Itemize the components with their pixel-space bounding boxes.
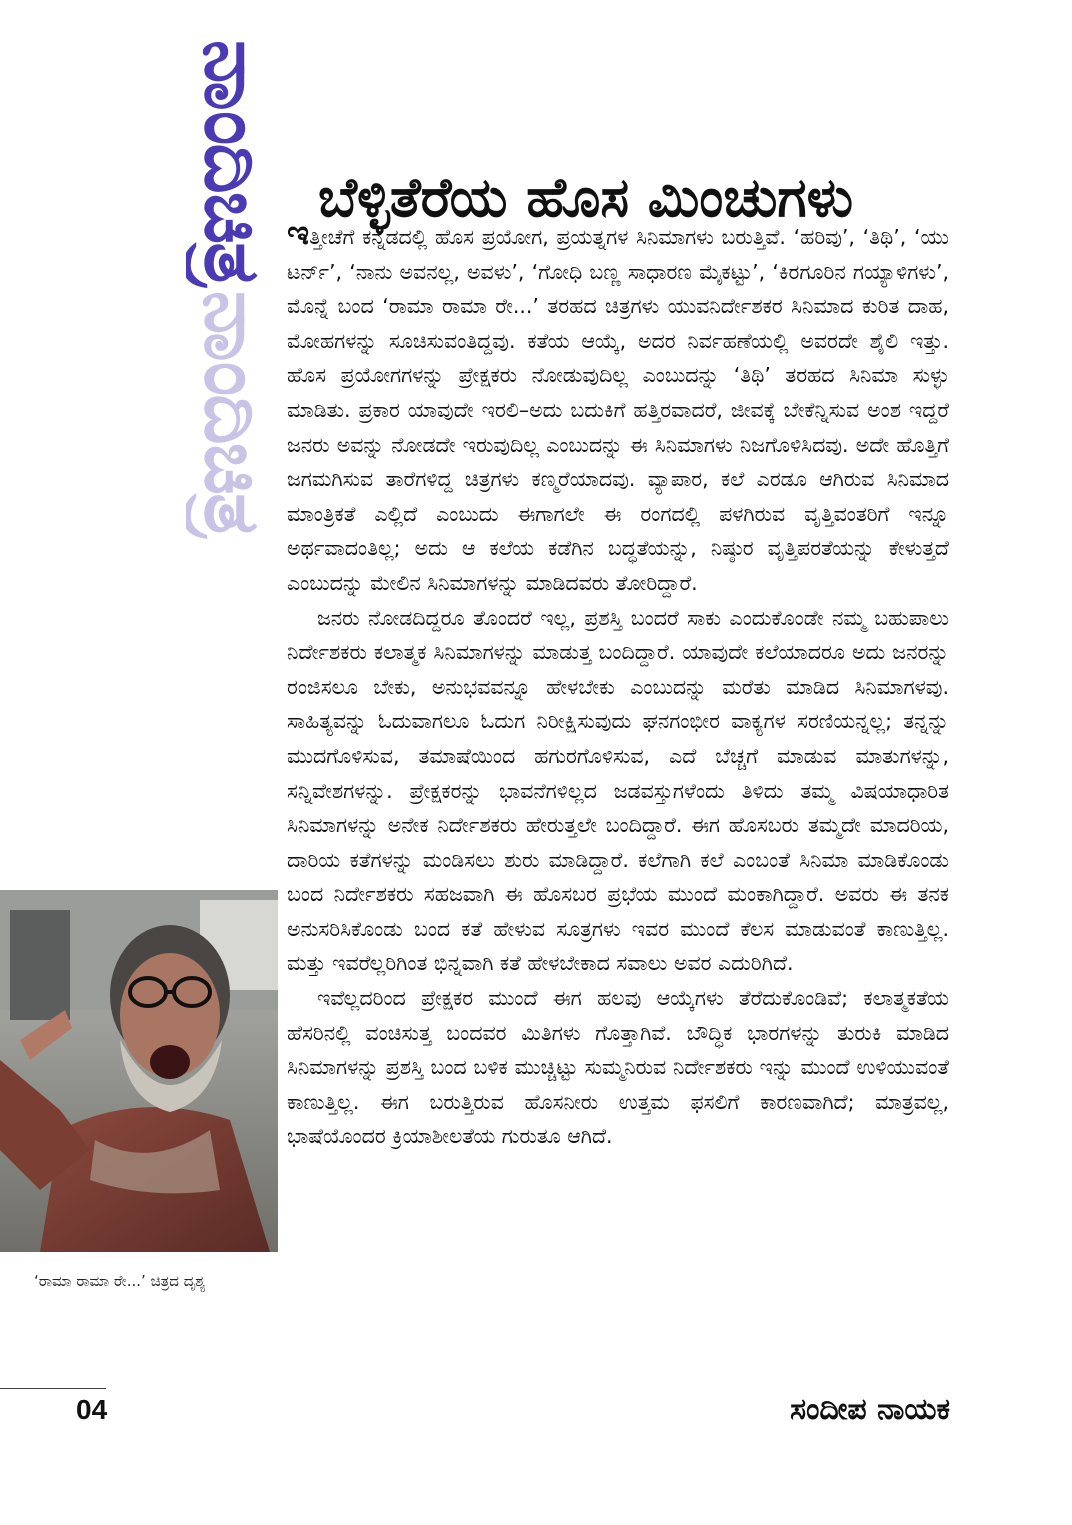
section-title-light: ನಾಂದಿಚಿತ್ರ [187, 290, 277, 536]
footer-rule [0, 1388, 106, 1389]
paragraph-1 [287, 213, 949, 601]
film-still-photo [0, 890, 278, 1252]
section-title-dark: ನಾಂದಿಚಿತ್ರ [187, 40, 277, 285]
paragraph-2: ಜನರು ನೋಡದಿದ್ದರೂ ತೊಂದರೆ ಇಲ್ಲ, ಪ್ರಶಸ್ತಿ ಬಂದರೆ ಸಾಕು ಎಂದುಕೊಂಡೇ ನಮ್ಮ ಬಹುಪಾಲು ನಿರ್ದೇಶಕರು ಕಲಾತ್ಮಕ ಸಿನಿಮಾಗಳನ್ನು ಮಾಡುತ್ತ ಬಂದಿದ್ದಾರೆ. ಯಾವುದೇ ಕಲೆಯಾದರೂ ಅದು ಜನರನ್ನು ರಂಜಿಸಲೂ ಬೇಕು, ಅನುಭವವನ್ನೂ ಹೇಳಬೇಕು ಎಂಬುದನ್ನು ಮರೆತು ಮಾಡಿದ ಸಿನಿಮಾಗಳವು. ಸಾಹಿತ್ಯವನ್ನು ಓದುವಾಗಲೂ ಓದುಗ ನಿರೀಕ್ಷಿಸುವುದು ಘನಗಂಭೀರ ವಾಕ್ಯಗಳ ಸರಣಿಯನ್ನಲ್ಲ; ತನ್ನನ್ನು ಮುದಗೊಳಿಸುವ, ತಮಾಷೆಯಿಂದ ಹಗುರಗೊಳಿಸುವ, ಎದೆ ಬೆಚ್ಚಗೆ ಮಾಡುವ ಮಾತುಗಳನ್ನು, ಸನ್ನಿವೇಶಗಳನ್ನು. ಪ್ರೇಕ್ಷಕರನ್ನು ಭಾವನೆಗಳಿಲ್ಲದ ಜಡವಸ್ತುಗಳೆಂದು ತಿಳಿದು ತಮ್ಮ ವಿಷಯಾಧಾರಿತ ಸಿನಿಮಾಗಳನ್ನು ಅನೇಕ ನಿರ್ದೇಶಕರು ಹೇರುತ್ತಲೇ ಬಂದಿದ್ದಾರೆ. ಈಗ ಹೊಸಬರು ತಮ್ಮದೇ ಮಾದರಿಯ, ದಾರಿಯ ಕತೆಗಳನ್ನು ಮಂಡಿಸಲು ಶುರು ಮಾಡಿದ್ದಾರೆ. ಕಲೆಗಾಗಿ ಕಲೆ ಎಂಬಂತೆ ಸಿನಿಮಾ ಮಾಡಿಕೊಂಡು ಬಂದ ನಿರ್ದೇಶಕರು ಸಹಜವಾಗಿ ಈ ಹೊಸಬರ ಪ್ರಭೆಯ ಮುಂದೆ ಮಂಕಾಗಿದ್ದಾರೆ. ಅವರು ಈ ತನಕ ಅನುಸರಿಸಿಕೊಂಡು ಬಂದ ಕತೆ ಹೇಳುವ ಸೂತ್ರಗಳು ಇವರ ಮುಂದೆ ಕೆಲಸ ಮಾಡುವಂತೆ ಕಾಣುತ್ತಿಲ್ಲ. ಮತ್ತು ಇವರೆಲ್ಲರಿಗಿಂತ ಭಿನ್ನವಾಗಿ ಕತೆ ಹೇಳಬೇಕಾದ ಸವಾಲು ಅವರ ಎದುರಿಗಿದೆ. [287, 605, 949, 976]
article-headline: ಬೆಳ್ಳಿತೆರೆಯ ಹೊಸ ಮಿಂಚುಗಳು [318, 166, 854, 230]
article-body [287, 213, 949, 1154]
author-name: ಸಂದೀಪ ನಾಯಕ [790, 1392, 950, 1427]
paragraph-1-text: ತ್ತೀಚೆಗೆ ಕನ್ನಡದಲ್ಲಿ ಹೊಸ ಪ್ರಯೋಗ, ಪ್ರಯತ್ನಗಳ ಸಿನಿಮಾಗಳು ಬರುತ್ತಿವೆ. ‘ಹರಿವು’, ‘ತಿಥಿ’, ‘ಯು ಟರ್ನ್’, ‘ನಾನು ಅವನಲ್ಲ, ಅವಳು’, ‘ಗೋಧಿ ಬಣ್ಣ ಸಾಧಾರಣ ಮೈಕಟ್ಟು’, ‘ಕಿರಗೂರಿನ ಗಯ್ಯಾಳಿಗಳು’, ಮೊನ್ನೆ ಬಂದ ‘ರಾಮಾ ರಾಮಾ ರೇ...’ ತರಹದ ಚಿತ್ರಗಳು ಯುವನಿರ್ದೇಶಕರ ಸಿನಿಮಾದ ಕುರಿತ ದಾಹ, ಮೋಹಗಳನ್ನು ಸೂಚಿಸುವಂತಿದ್ದವು. ಕತೆಯ ಆಯ್ಕೆ, ಅದರ ನಿರ್ವಹಣೆಯಲ್ಲಿ ಅವರದೇ ಶೈಲಿ ಇತ್ತು. ಹೊಸ ಪ್ರಯೋಗಗಳನ್ನು ಪ್ರೇಕ್ಷಕರು ನೋಡುವುದಿಲ್ಲ ಎಂಬುದನ್ನು ‘ತಿಥಿ’ ತರಹದ ಸಿನಿಮಾ ಸುಳ್ಳು ಮಾಡಿತು. ಪ್ರಕಾರ ಯಾವುದೇ ಇರಲಿ–ಅದು ಬದುಕಿಗೆ ಹತ್ತಿರವಾದರೆ, ಜೀವಕ್ಕೆ ಬೇಕೆನ್ನಿಸುವ ಅಂಶ ಇದ್ದರೆ ಜನರು ಅವನ್ನು ನೋಡದೇ ಇರುವುದಿಲ್ಲ ಎಂಬುದನ್ನು ಈ ಸಿನಿಮಾಗಳು ನಿಜಗೊಳಿಸಿದವು. ಅದೇ ಹೊತ್ತಿಗೆ ಜಗಮಗಿಸುವ ತಾರೆಗಳಿದ್ದ ಚಿತ್ರಗಳು ಕಣ್ಮರೆಯಾದವು. ವ್ಯಾಪಾರ, ಕಲೆ ಎರಡೂ ಆಗಿರುವ ಸಿನಿಮಾದ ಮಾಂತ್ರಿಕತೆ ಎಲ್ಲಿದೆ ಎಂಬುದು ಈಗಾಗಲೇ ಈ ರಂಗದಲ್ಲಿ ಪಳಗಿರುವ ವೃತ್ತಿವಂತರಿಗೆ ಇನ್ನೂ ಅರ್ಥವಾದಂತಿಲ್ಲ; ಅದು ಆ ಕಲೆಯ ಕಡೆಗಿನ ಬದ್ಧತೆಯನ್ನು, ನಿಷ್ಠುರ ವೃತ್ತಿಪರತೆಯನ್ನು ಕೇಳುತ್ತದೆ ಎಂಬುದನ್ನು ಮೇಲಿನ ಸಿನಿಮಾಗಳನ್ನು ಮಾಡಿದವರು ತೋರಿದ್ದಾರೆ. [287, 225, 949, 595]
drop-cap: ಇ [287, 213, 310, 253]
page-number: 04 [76, 1394, 108, 1425]
section-title-vertical [186, 40, 278, 600]
paragraph-3: ಇವೆಲ್ಲದರಿಂದ ಪ್ರೇಕ್ಷಕರ ಮುಂದೆ ಈಗ ಹಲವು ಆಯ್ಕೆಗಳು ತೆರೆದುಕೊಂಡಿವೆ; ಕಲಾತ್ಮಕತೆಯ ಹೆಸರಿನಲ್ಲಿ ವಂಚಿಸುತ್ತ ಬಂದವರ ಮಿತಿಗಳು ಗೊತ್ತಾಗಿವೆ. ಬೌದ್ಧಿಕ ಭಾರಗಳನ್ನು ತುರುಕಿ ಮಾಡಿದ ಸಿನಿಮಾಗಳನ್ನು ಪ್ರಶಸ್ತಿ ಬಂದ ಬಳಿಕ ಮುಚ್ಚಿಟ್ಟು ಸುಮ್ಮನಿರುವ ನಿರ್ದೇಶಕರು ಇನ್ನು ಮುಂದೆ ಉಳಿಯುವಂತೆ ಕಾಣುತ್ತಿಲ್ಲ. ಈಗ ಬರುತ್ತಿರುವ ಹೊಸನೀರು ಉತ್ತಮ ಫಸಲಿಗೆ ಕಾರಣವಾಗಿದೆ; ಮಾತ್ರವಲ್ಲ, ಭಾಷೆಯೊಂದರ ಕ್ರಿಯಾಶೀಲತೆಯ ಗುರುತೂ ಆಗಿದೆ. [287, 986, 949, 1149]
photo-caption: ‘ರಾಮಾ ರಾಮಾ ರೇ...’ ಚಿತ್ರದ ದೃಶ್ಯ [34, 1272, 206, 1290]
